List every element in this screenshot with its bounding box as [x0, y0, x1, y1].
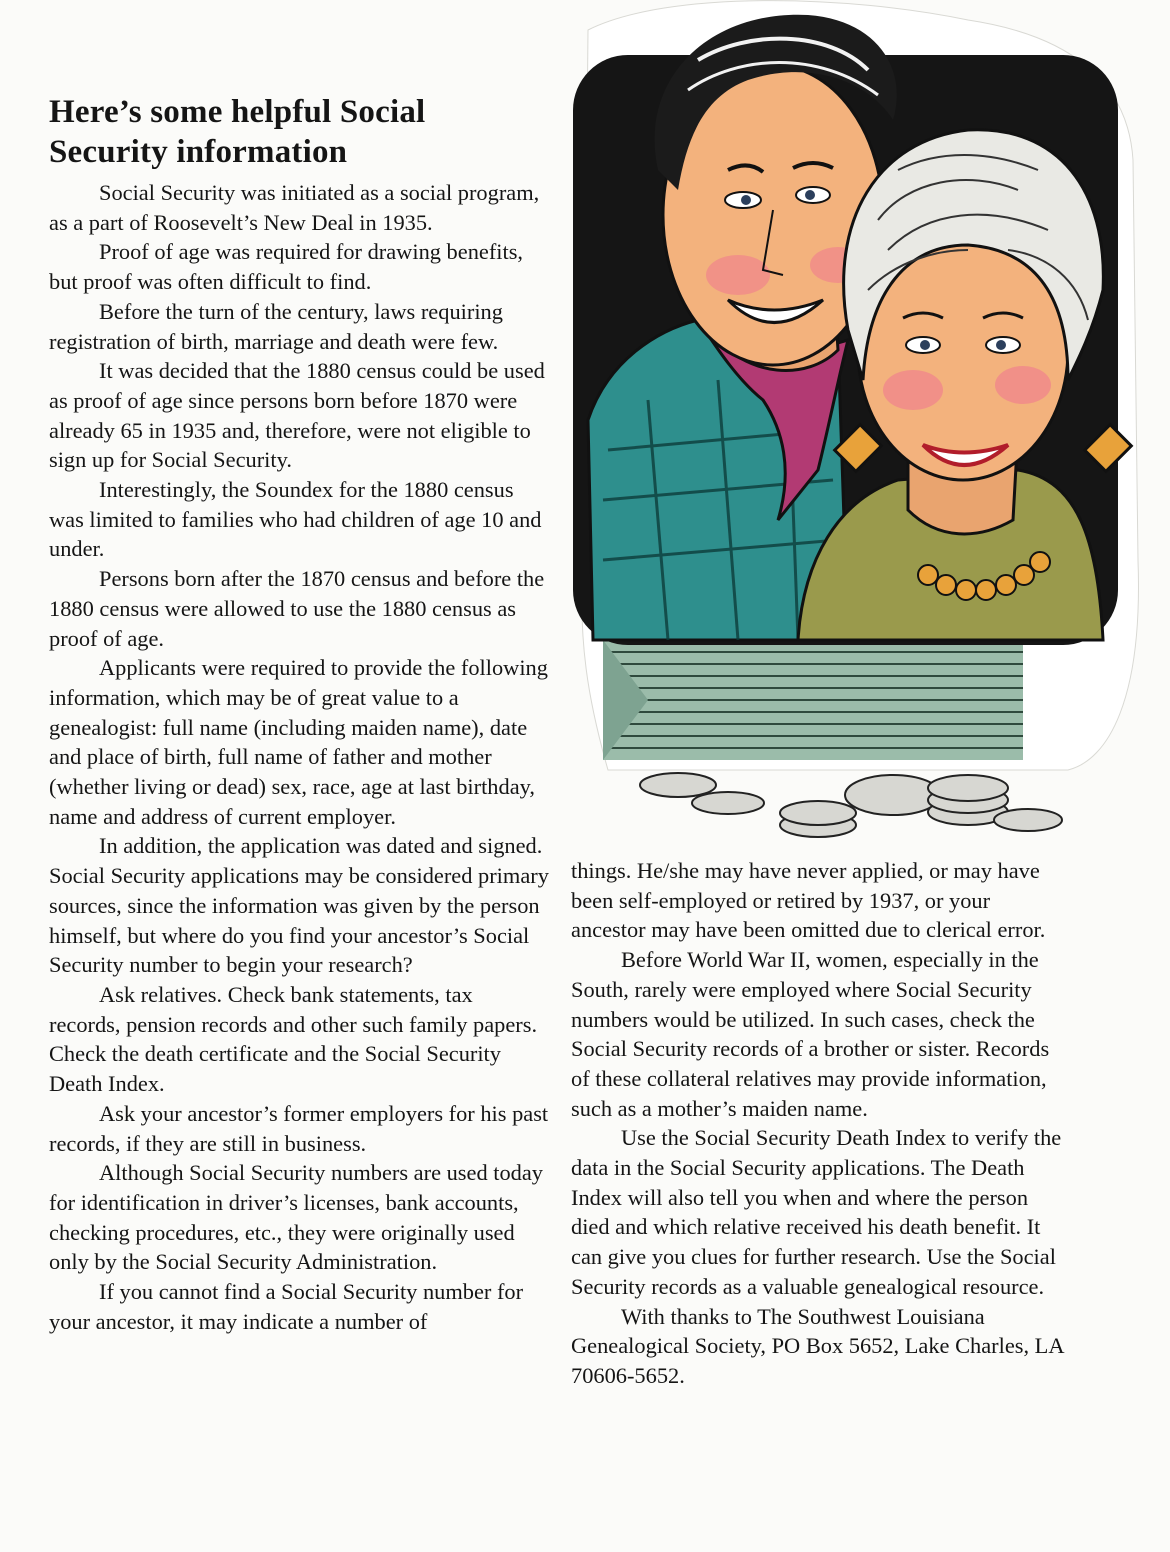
article-body-left: [49, 178, 549, 1336]
paragraph: Ask your ancestor’s former employers for his past records, if they are still in business.: [49, 1100, 549, 1156]
paragraph: things. He/she may have never applied, or may have been self-employed or retired by 1937, or your ancestor may have been omitted due to clerical error.: [571, 858, 1046, 943]
paragraph: Before the turn of the century, laws requiring registration of birth, marriage and death were few.: [49, 298, 503, 354]
paragraph: Ask relatives. Check bank statements, tax records, pension records and other such family papers. Check the death certificate and the Social Security Death Index.: [49, 981, 538, 1097]
paragraph: In addition, the application was dated and signed. Social Security applications may be considered primary sources, since the information was given by the person himself, but where do you find your ancestor’s Social Security number to begin your research?: [49, 833, 549, 978]
paragraph: Proof of age was required for drawing benefits, but proof was often difficult to find.: [49, 239, 524, 295]
right-column: [571, 856, 1066, 1391]
couple-illustration: [548, 0, 1148, 850]
article-title: Here’s some helpful Social Security information: [49, 94, 426, 170]
coins-icon: [640, 773, 1062, 837]
paragraph: Use the Social Security Death Index to verify the data in the Social Security applications. The Death Index will also tell you when and where the person died and which relative received his death benefit. It can give you clues for further research. Use the Social Security records as a valuable genealogical resource.: [571, 1125, 1062, 1299]
paragraph: It was decided that the 1880 census could be used as proof of age since persons born before 1870 were already 65 in 1935 and, therefore, were not eligible to sign up for Social Security.: [49, 358, 545, 473]
paragraph: If you cannot find a Social Security number for your ancestor, it may indicate a number of: [49, 1279, 524, 1334]
paragraph: Before World War II, women, especially in the South, rarely were employed where Social Security numbers would be utilized. In such cases, check the Social Security records of a brother or sister. Records of these collateral relatives may provide information, such as a mother’s maiden name.: [571, 947, 1050, 1121]
paragraph: Social Security was initiated as a social program, as a part of Roosevelt’s New Deal in 1935.: [49, 180, 540, 235]
left-column: [49, 92, 549, 1336]
paragraph: Interestingly, the Soundex for the 1880 census was limited to families who had children of age 10 and under.: [49, 477, 542, 562]
couple-illustration-art: [548, 0, 1148, 850]
paragraph: Although Social Security numbers are used today for identification in driver’s licenses, bank accounts, checking procedures, etc., they were originally used only by the Social Security Administration.: [49, 1160, 543, 1275]
paragraph: With thanks to The Southwest Louisiana Genealogical Society, PO Box 5652, Lake Charles, LA 70606-5652.: [571, 1303, 1064, 1388]
paragraph: Persons born after the 1870 census and before the 1880 census were allowed to use the 1880 census as proof of age.: [49, 566, 545, 651]
paragraph: Applicants were required to provide the following information, which may be of great value to a genealogist: full name (including maiden name), date and place of birth, full name of father and mother (whether living or dead) sex, race, age at last birthday, name and address of current employer.: [49, 655, 548, 829]
money-stack-icon: [603, 640, 1023, 760]
article-body-right: [571, 856, 1066, 1391]
